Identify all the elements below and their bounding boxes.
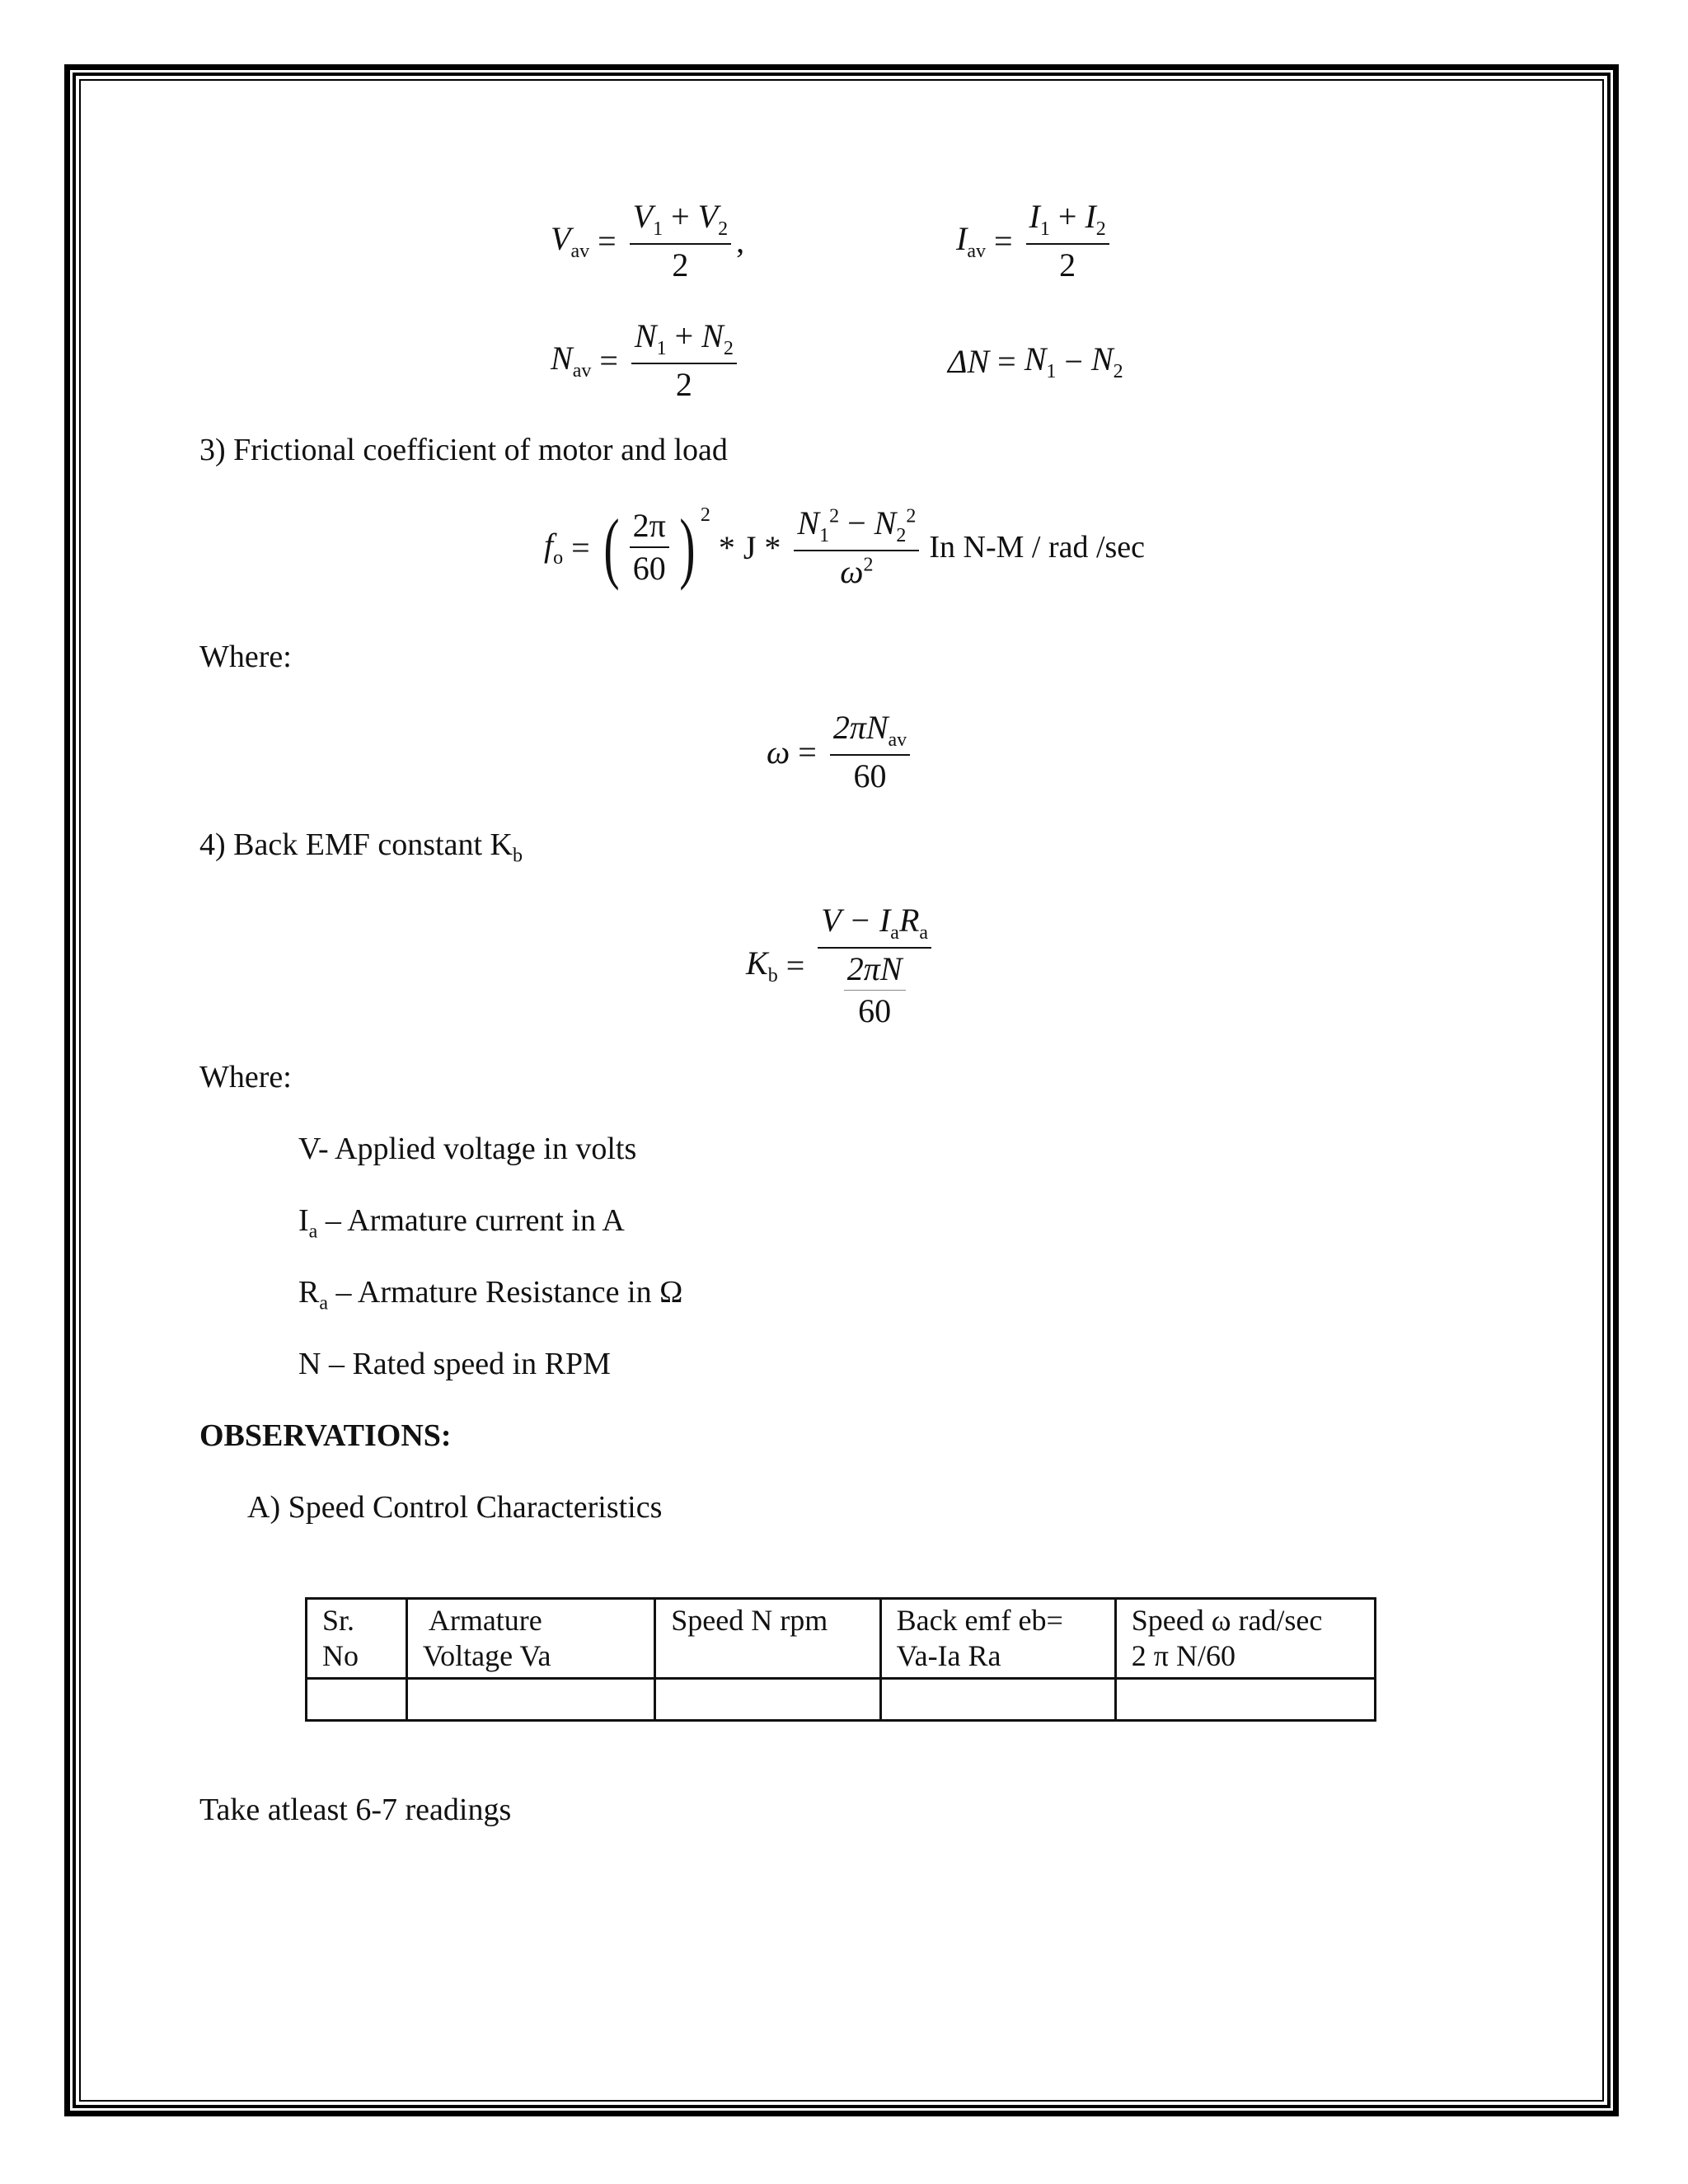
- where-label-2: Where:: [199, 1060, 292, 1094]
- equation-i-average: $I_{av}$ = $\frac{I_1 + I_2}{2}$: [956, 198, 1114, 284]
- equation-omega: ω = $\frac{2\pi N_{av}}{60}$: [767, 709, 915, 795]
- header-speed-rpm: Speed N rpm: [655, 1599, 880, 1679]
- table-cell: [655, 1679, 880, 1721]
- table-cell: [307, 1679, 407, 1721]
- table-row: [307, 1679, 1376, 1721]
- definition-rated-speed: N – Rated speed in RPM: [298, 1347, 611, 1381]
- readings-note: Take atleast 6-7 readings: [199, 1793, 512, 1827]
- table-header-row: [307, 1599, 1376, 1679]
- where-label-1: Where:: [199, 640, 292, 674]
- definition-armature-current: $I_a$ – Armature current in A: [298, 1203, 625, 1243]
- table-cell: [880, 1679, 1115, 1721]
- equation-v-average: $V_{av}$ = $\frac{V_1 + V_2}{2}$ ,: [551, 198, 745, 284]
- section-friction-title: 3) Frictional coefficient of motor and load: [199, 433, 728, 467]
- section-kb-title: 4) Back EMF constant $K_b$: [199, 827, 523, 867]
- header-sr-no: Sr. No: [307, 1599, 407, 1679]
- equation-delta-n: ΔN = $N_1$ − $N_2$: [948, 340, 1123, 382]
- equation-back-emf-constant: $K_b$ = $\frac{V - I_aR_a}{\frac{2\pi N}{60}}$: [746, 902, 936, 1030]
- equation-n-average: $N_{av}$ = $\frac{N_1 + N_2}{2}$: [551, 317, 742, 404]
- equation-friction-coefficient: $f_o$ = ( $\frac{2\pi}{60}$ ) $^2$ * J * $\frac{N_1^2 - N_2^2}{\omega^2}$ In N-M / rad /sec: [544, 503, 1146, 592]
- speed-control-table: [305, 1597, 1376, 1722]
- observations-heading: OBSERVATIONS:: [199, 1418, 452, 1453]
- table-cell: [1115, 1679, 1375, 1721]
- header-speed-rad-sec: Speed ω rad/sec 2 π N/60: [1115, 1599, 1375, 1679]
- header-back-emf: Back emf eb= Va-Ia Ra: [880, 1599, 1115, 1679]
- definition-armature-resistance: $R_a$ – Armature Resistance in Ω: [298, 1275, 683, 1315]
- table-cell: [406, 1679, 654, 1721]
- observations-subheading: A) Speed Control Characteristics: [247, 1490, 663, 1525]
- definition-voltage: V- Applied voltage in volts: [298, 1132, 637, 1166]
- header-armature-voltage: Armature Voltage Va: [406, 1599, 654, 1679]
